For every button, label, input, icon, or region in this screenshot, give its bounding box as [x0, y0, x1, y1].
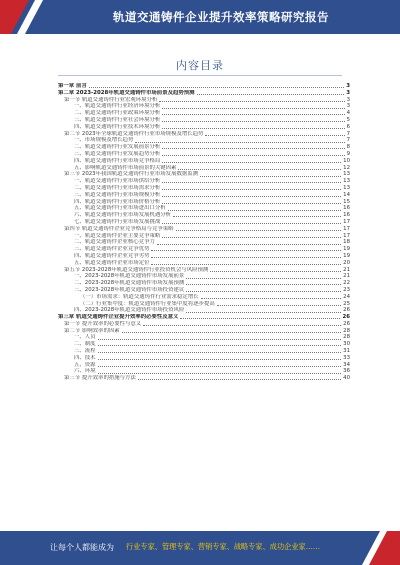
- toc-leader-dots: [162, 203, 341, 204]
- toc-entry-page: 28: [343, 327, 350, 334]
- toc-leader-dots: [173, 216, 341, 217]
- toc-entry[interactable]: [58, 368, 350, 375]
- toc-entry-page: 17: [343, 218, 350, 225]
- toc-entry-title: 第二章 2023-2028年轨道交通铸件市场前景及趋势预测: [58, 89, 195, 96]
- toc-leader-dots: [162, 182, 341, 183]
- toc-entry-page: 13: [343, 184, 350, 191]
- toc-entry-page: 16: [343, 205, 350, 212]
- toc-entry[interactable]: [58, 212, 350, 219]
- toc-entry[interactable]: [58, 348, 350, 355]
- toc-leader-dots: [178, 169, 341, 170]
- toc-leader-dots: [205, 135, 344, 136]
- toc-leader-dots: [210, 271, 341, 272]
- toc-entry-title: 六、环境: [74, 368, 96, 375]
- toc-entry-title: 五、资源: [74, 361, 96, 368]
- toc-entry[interactable]: [58, 246, 350, 253]
- toc-entry-page: 6: [346, 123, 350, 130]
- toc-entry[interactable]: [58, 192, 350, 199]
- toc-entry[interactable]: [58, 171, 350, 178]
- toc-leader-dots: [186, 278, 341, 279]
- toc-entry[interactable]: [58, 226, 350, 233]
- toc-entry-page: 17: [343, 232, 350, 239]
- toc-entry[interactable]: [58, 239, 350, 246]
- toc-leader-dots: [159, 101, 344, 102]
- toc-entry[interactable]: [58, 314, 350, 321]
- toc-entry-title: 一、2023-2028年轨道交通铸件市场发展前景: [74, 273, 185, 280]
- toc-entry[interactable]: [58, 97, 350, 104]
- toc-entry[interactable]: [58, 117, 350, 124]
- toc-entry[interactable]: [58, 158, 350, 165]
- toc-leader-dots: [143, 325, 341, 326]
- toc-entry-page: 3: [346, 103, 350, 110]
- toc-leader-dots: [98, 373, 342, 374]
- toc-entry[interactable]: [58, 294, 350, 301]
- toc-entry[interactable]: [58, 321, 350, 328]
- toc-leader-dots: [197, 94, 345, 95]
- toc-entry-title: 第一节 轨道交通铸件行业宏观环境分析: [64, 96, 158, 103]
- toc-entry-page: 16: [343, 212, 350, 219]
- toc-entry-page: 31: [343, 348, 350, 355]
- toc-leader-dots: [186, 291, 341, 292]
- toc-entry-page: 3: [346, 96, 350, 103]
- toc-entry[interactable]: [58, 334, 350, 341]
- toc-entry[interactable]: [58, 165, 350, 172]
- toc-entry-title: 五、轨道交通铸件企业市场定位: [74, 259, 150, 266]
- toc-entry-title: 六、轨道交通铸件行业市场发展机遇分析: [74, 212, 172, 219]
- toc-entry-title: 二、制度: [74, 341, 96, 348]
- toc-entry-page: 17: [343, 225, 350, 232]
- toc-entry-page: 4: [346, 110, 350, 117]
- toc-heading: 内容目录: [176, 59, 224, 72]
- toc-entry-page: 24: [343, 293, 350, 300]
- toc-entry-page: 21: [343, 266, 350, 273]
- toc-entry-title: 第二节 2023年全球轨道交通铸件行业市场规模及增长趋势: [64, 130, 204, 137]
- toc-entry-page: 7: [346, 137, 350, 144]
- toc-entry-title: 三、轨道交通铸件行业市场规模分析: [74, 191, 161, 198]
- toc-entry[interactable]: [58, 253, 350, 260]
- toc-entry-page: 14: [343, 191, 350, 198]
- toc-entry-page: 8: [346, 144, 350, 151]
- toc-entry-page: 13: [343, 171, 350, 178]
- toc-leader-dots: [98, 352, 342, 353]
- toc-entry-page: 3: [346, 89, 350, 96]
- toc-entry-page: 25: [343, 300, 350, 307]
- footer-slogan-lead: 让每个人都能成为: [50, 543, 114, 552]
- toc-leader-dots: [151, 264, 341, 265]
- toc-entry-page: 21: [343, 273, 350, 280]
- toc-entry[interactable]: [58, 260, 350, 267]
- toc-leader-dots: [162, 148, 344, 149]
- toc-entry-title: 四、轨道交通铸件行业市场竞争格局: [74, 157, 161, 164]
- toc-entry-page: 22: [343, 280, 350, 287]
- toc-entry-title: （二）行业集中度：轨道交通铸件行业集中度将逐步提高: [80, 300, 215, 307]
- toc-entry-page: 18: [343, 239, 350, 246]
- toc-leader-dots: [98, 366, 342, 367]
- toc-entry[interactable]: [58, 137, 350, 144]
- toc-leader-dots: [162, 237, 341, 238]
- toc-entry-page: 13: [343, 178, 350, 185]
- toc-entry-page: 40: [343, 375, 350, 382]
- toc-entry[interactable]: [58, 287, 350, 294]
- toc-entry-title: 三、轨道交通铸件企业竞争优势: [74, 246, 150, 253]
- toc-entry-page: 10: [343, 157, 350, 164]
- toc-leader-dots: [186, 312, 341, 313]
- footer-slogan-roles: 行业专家、管理专家、营销专家、战略专家、成功企业家……: [126, 542, 321, 551]
- toc-entry-title: 第一章 前言: [58, 83, 87, 89]
- toc-entry[interactable]: [58, 375, 350, 382]
- toc-leader-dots: [122, 332, 342, 333]
- toc-entry[interactable]: [58, 144, 350, 151]
- toc-entry-page: 3: [346, 83, 350, 89]
- toc-entry-page: 36: [343, 368, 350, 375]
- toc-leader-dots: [162, 155, 344, 156]
- toc-entry-title: 二、轨道交通铸件行业发展前景分析: [74, 144, 161, 151]
- toc-leader-dots: [162, 114, 344, 115]
- table-of-contents: [58, 83, 350, 382]
- toc-leader-dots: [151, 257, 341, 258]
- toc-leader-dots: [162, 108, 344, 109]
- toc-entry-title: 四、轨道交通铸件行业技术环境分析: [74, 123, 161, 130]
- toc-entry[interactable]: [58, 185, 350, 192]
- toc-entry-page: 28: [343, 334, 350, 341]
- toc-entry[interactable]: [58, 205, 350, 212]
- toc-entry-page: 26: [343, 307, 350, 314]
- toc-entry[interactable]: [58, 341, 350, 348]
- toc-entry-title: 五、轨道交通铸件行业市场进出口分析: [74, 205, 166, 212]
- toc-leader-dots: [157, 244, 341, 245]
- toc-entry-page: 19: [343, 246, 350, 253]
- toc-entry-title: 四、2023-2028年轨道交通铸件市场投资风险: [74, 307, 185, 314]
- toc-entry-page: 15: [343, 198, 350, 205]
- toc-leader-dots: [138, 379, 341, 380]
- toc-entry-page: 12: [343, 164, 350, 171]
- toc-entry-page: 20: [343, 259, 350, 266]
- toc-leader-dots: [89, 87, 344, 88]
- toc-entry[interactable]: [58, 83, 350, 90]
- toc-entry-title: 一、人员: [74, 334, 96, 341]
- toc-entry-page: 26: [343, 320, 350, 327]
- toc-entry-title: 三、轨道交通铸件行业社会环境分析: [74, 116, 161, 123]
- toc-entry-title: 四、轨道交通铸件企业竞争劣势: [74, 252, 150, 259]
- toc-entry[interactable]: [58, 219, 350, 226]
- toc-entry[interactable]: [58, 307, 350, 314]
- toc-leader-dots: [217, 305, 341, 306]
- toc-entry[interactable]: [58, 233, 350, 240]
- toc-entry-title: 二、轨道交通铸件行业市场需求分析: [74, 184, 161, 191]
- toc-entry[interactable]: [58, 362, 350, 369]
- toc-entry-title: 二、轨道交通铸件行业政策环境分析: [74, 110, 161, 117]
- toc-entry[interactable]: [58, 273, 350, 280]
- toc-entry[interactable]: [58, 90, 350, 97]
- toc-entry-title: 三、2023-2028年轨道交通铸件市场投资建议: [74, 286, 185, 293]
- footer-banner: [0, 531, 400, 565]
- toc-entry-title: 一、轨道交通铸件企业主要竞争策略: [74, 232, 161, 239]
- toc-entry-title: 第三节 2023年我国轨道交通铸件行业市场发展数据监测: [64, 171, 199, 178]
- toc-leader-dots: [186, 284, 341, 285]
- toc-entry-page: 7: [346, 130, 350, 137]
- toc-leader-dots: [135, 142, 344, 143]
- toc-leader-dots: [162, 223, 341, 224]
- toc-entry[interactable]: [58, 103, 350, 110]
- toc-entry-title: （一）市场需求：轨道交通铸件行业需求稳定增长: [80, 293, 199, 300]
- toc-entry[interactable]: [58, 178, 350, 185]
- toc-entry-title: 三、轨道交通铸件行业发展趋势分析: [74, 150, 161, 157]
- toc-entry-title: 二、轨道交通铸件企业核心竞争力: [74, 239, 155, 246]
- toc-entry-title: 二、2023-2028年轨道交通铸件市场发展预测: [74, 280, 185, 287]
- toc-entry[interactable]: [58, 131, 350, 138]
- toc-entry-page: 5: [346, 116, 350, 123]
- toc-entry-page: 33: [343, 354, 350, 361]
- toc-entry-page: 9: [346, 150, 350, 157]
- header-banner: [0, 0, 400, 34]
- toc-entry[interactable]: [58, 124, 350, 131]
- toc-leader-dots: [162, 162, 341, 163]
- toc-divider: [58, 75, 342, 76]
- toc-entry-title: 第三节 提升效率的措施与方法: [64, 375, 136, 382]
- toc-leader-dots: [98, 339, 342, 340]
- toc-leader-dots: [180, 318, 340, 319]
- toc-entry-title: 四、轨道交通铸件行业市场价格分析: [74, 198, 161, 205]
- toc-entry-title: 一、轨道交通铸件行业市场供给分析: [74, 178, 161, 185]
- toc-entry-title: 第一节 提升效率的必要性与意义: [64, 320, 142, 327]
- toc-leader-dots: [162, 128, 344, 129]
- toc-leader-dots: [98, 359, 342, 360]
- toc-entry[interactable]: [58, 301, 350, 308]
- toc-entry-title: 一、轨道交通铸件行业经济环境分析: [74, 103, 161, 110]
- toc-entry[interactable]: [58, 280, 350, 287]
- toc-leader-dots: [162, 189, 341, 190]
- toc-entry-title: 第四节 轨道交通铸件企业竞争格局与竞争策略: [64, 225, 174, 232]
- toc-entry-title: 第五节 2023-2028年轨道交通铸件行业投资机会与风险预测: [64, 266, 209, 273]
- report-title: 轨道交通铸件企业提升效率策略研究报告: [113, 10, 329, 24]
- toc-entry[interactable]: [58, 267, 350, 274]
- toc-entry-page: 26: [342, 314, 350, 321]
- toc-entry-page: 34: [343, 361, 350, 368]
- toc-leader-dots: [168, 210, 341, 211]
- toc-entry-page: 19: [343, 252, 350, 259]
- toc-leader-dots: [201, 298, 342, 299]
- toc-entry-page: 30: [343, 341, 350, 348]
- toc-entry[interactable]: [58, 355, 350, 362]
- toc-leader-dots: [98, 345, 342, 346]
- toc-entry[interactable]: [58, 328, 350, 335]
- toc-leader-dots: [176, 230, 342, 231]
- toc-entry-title: 五、影响轨道交通铸件市场前景的关键因素: [74, 164, 177, 171]
- toc-entry-title: 一、市场规模及增长趋势: [74, 137, 134, 144]
- toc-entry-title: 七、轨道交通铸件行业市场发展挑战: [74, 218, 161, 225]
- toc-leader-dots: [200, 176, 341, 177]
- toc-entry-page: 23: [343, 286, 350, 293]
- toc-entry-title: 三、流程: [74, 348, 96, 355]
- toc-entry-title: 第二节 影响效率的因素: [64, 327, 120, 334]
- toc-leader-dots: [162, 196, 341, 197]
- toc-entry-title: 四、技术: [74, 354, 96, 361]
- toc-entry-title: 第三章 轨道交通铸件企业提升效率的必要性及意义: [58, 314, 179, 321]
- toc-leader-dots: [162, 121, 344, 122]
- toc-entry[interactable]: [58, 110, 350, 117]
- toc-entry[interactable]: [58, 199, 350, 206]
- toc-entry[interactable]: [58, 151, 350, 158]
- toc-leader-dots: [151, 250, 341, 251]
